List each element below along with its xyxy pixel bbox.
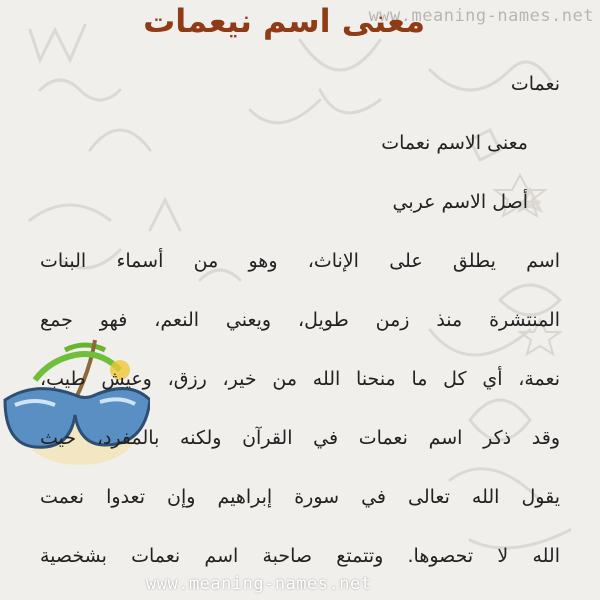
body-line-3: نعمة، أي كل ما منحنا الله من خير، رزق، وعيش طيب، xyxy=(40,368,560,390)
watermark-bottom: www.meaning-names.net xyxy=(146,574,372,594)
body-line-2: المنتشرة منذ زمن طويل، ويعني النعم، فهو جمع xyxy=(40,309,560,331)
body-line-5: يقول الله تعالى في سورة إبراهيم وإن تعدوا نعمت xyxy=(40,486,560,508)
body-line-6: الله لا تحصوها. وتتمتع صاحبة اسم نعمات بشخصية xyxy=(40,545,560,567)
name-heading: نعمات xyxy=(510,73,560,95)
page-title: معنى اسم نيعمات xyxy=(143,2,425,40)
watermark-top: www.meaning-names.net xyxy=(368,6,594,26)
meaning-heading: معنى الاسم نعمات xyxy=(381,132,528,154)
origin-line: أصل الاسم عربي xyxy=(392,191,528,213)
header-bar xyxy=(0,0,600,48)
article-content xyxy=(40,64,560,595)
body-line-4: وقد ذكر اسم نعمات في القرآن ولكنه بالمفرد، حيث xyxy=(40,427,560,449)
body-line-1: اسم يطلق على الإناث، وهو من أسماء البنات xyxy=(40,250,560,272)
